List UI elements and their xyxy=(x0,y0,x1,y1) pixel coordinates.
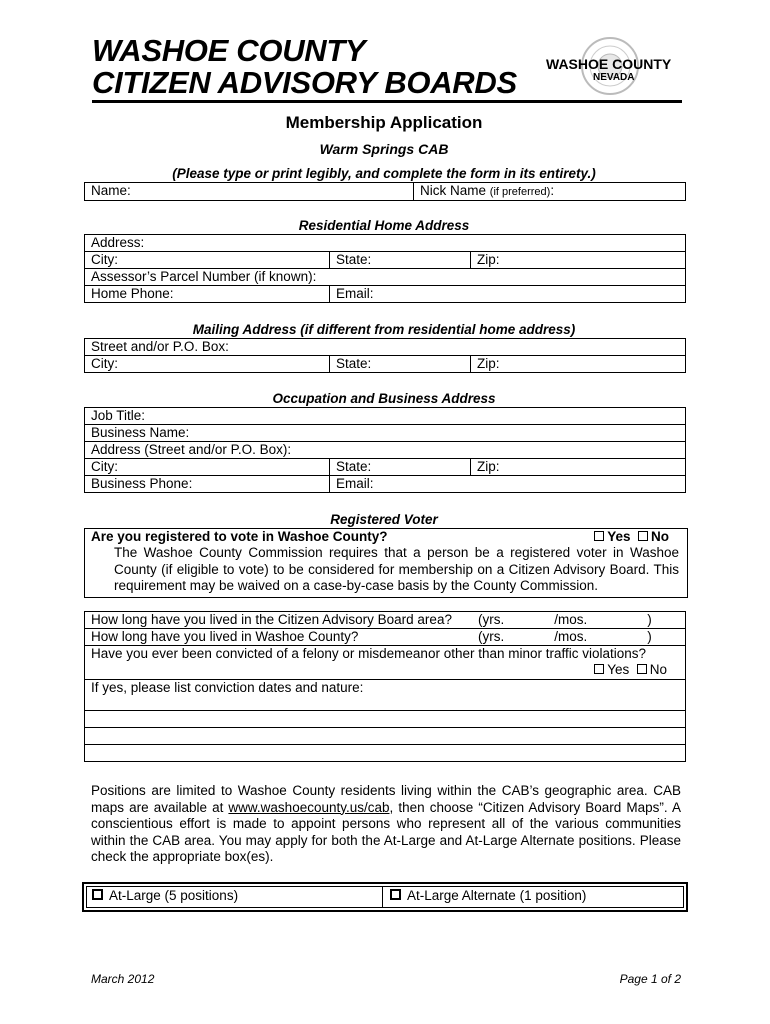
felony-question-cell xyxy=(85,646,686,680)
residential-heading: Residential Home Address xyxy=(298,218,470,233)
conviction-line-3[interactable] xyxy=(85,745,686,762)
at-large-option[interactable]: At-Large (5 positions) xyxy=(92,888,238,903)
cab-maps-link[interactable]: www.washoecounty.us/cab xyxy=(228,799,390,815)
title-line-1: WASHOE COUNTY xyxy=(92,33,366,68)
mailing-table xyxy=(84,338,686,373)
business-email-field[interactable]: Email: xyxy=(330,476,686,493)
mailing-city-field[interactable]: City: xyxy=(85,356,330,373)
business-state-field[interactable]: State: xyxy=(330,459,471,476)
business-zip-field[interactable]: Zip: xyxy=(471,459,686,476)
at-large-alternate-checkbox[interactable] xyxy=(390,889,401,900)
county-question: How long have you lived in Washoe County? xyxy=(85,629,473,646)
occupation-table xyxy=(84,407,686,493)
felony-no-checkbox[interactable] xyxy=(637,664,647,674)
job-title-field[interactable]: Job Title: xyxy=(85,408,686,425)
instruction-text: (Please type or print legibly, and complete the form in its entirety.) xyxy=(172,166,596,181)
voter-box xyxy=(84,528,688,598)
at-large-checkbox[interactable] xyxy=(92,889,103,900)
positions-paragraph: Positions are limited to Washoe County residents living within the CAB’s geographic area. CAB maps are available at www.washoecounty.us/cab, then choose “Citizen Advisory Board Maps”. A conscientious effort is made to appoint persons who represent all of the various communities within the CAB area. You may apply for both the At-Large and At-Large Alternate positions. Please check the appropriate box(es). xyxy=(91,783,681,864)
header-rule xyxy=(92,100,682,103)
residency-table xyxy=(84,611,686,762)
mailing-heading: Mailing Address (if different from residential home address) xyxy=(192,322,576,337)
voter-no-checkbox[interactable] xyxy=(638,531,648,541)
mailing-zip-field[interactable]: Zip: xyxy=(471,356,686,373)
residential-table xyxy=(84,234,686,303)
occupation-heading: Occupation and Business Address xyxy=(272,391,496,406)
residential-address-field[interactable]: Address: xyxy=(85,235,686,252)
footer-date: March 2012 xyxy=(91,972,155,986)
county-duration-field[interactable]: (yrs. /mos. ) xyxy=(472,629,686,646)
name-table xyxy=(84,182,686,201)
parcel-number-field[interactable]: Assessor’s Parcel Number (if known): xyxy=(85,269,686,286)
voter-explanation: The Washoe County Commission requires that a person be a registered voter in Washoe County (if eligible to vote) to be considered for membership on a Citizen Advisory Board. This requirement may be waived on a case-by-case basis by the County Commission. xyxy=(114,545,679,593)
business-phone-field[interactable]: Business Phone: xyxy=(85,476,330,493)
title-line-2: CITIZEN ADVISORY BOARDS xyxy=(92,65,517,100)
mailing-street-field[interactable]: Street and/or P.O. Box: xyxy=(85,339,686,356)
name-field[interactable]: Name: xyxy=(85,183,414,201)
felony-options: Yes No xyxy=(91,662,679,678)
business-city-field[interactable]: City: xyxy=(85,459,330,476)
logo-county-text: WASHOE COUNTY xyxy=(546,56,672,72)
residential-state-field[interactable]: State: xyxy=(330,252,471,269)
home-phone-field[interactable]: Home Phone: xyxy=(85,286,330,303)
felony-yes-checkbox[interactable] xyxy=(594,664,604,674)
positions-box xyxy=(82,882,688,912)
voter-question: Are you registered to vote in Washoe County? xyxy=(91,529,388,544)
conviction-details-field[interactable]: If yes, please list conviction dates and nature: xyxy=(85,680,686,711)
nick-name-field[interactable]: Nick Name (if preferred): xyxy=(414,183,686,201)
residential-email-field[interactable]: Email: xyxy=(330,286,686,303)
residential-zip-field[interactable]: Zip: xyxy=(471,252,686,269)
cab-area-duration-field[interactable]: (yrs. /mos. ) xyxy=(472,612,686,629)
cab-area-question: How long have you lived in the Citizen Advisory Board area? xyxy=(85,612,473,629)
cab-name: Warm Springs CAB xyxy=(319,141,449,157)
voter-yes-checkbox[interactable] xyxy=(594,531,604,541)
felony-question: Have you ever been convicted of a felony or misdemeanor other than minor traffic violations? xyxy=(91,646,647,661)
conviction-line-1[interactable] xyxy=(85,711,686,728)
footer-page-number: Page 1 of 2 xyxy=(619,972,681,986)
form-title: Membership Application xyxy=(285,113,483,132)
business-address-field[interactable]: Address (Street and/or P.O. Box): xyxy=(85,442,686,459)
voter-heading: Registered Voter xyxy=(330,512,438,527)
voter-options: Yes No xyxy=(594,529,669,544)
business-name-field[interactable]: Business Name: xyxy=(85,425,686,442)
logo-state-text: NEVADA xyxy=(593,72,635,83)
at-large-alternate-option[interactable]: At-Large Alternate (1 position) xyxy=(390,888,586,903)
mailing-state-field[interactable]: State: xyxy=(330,356,471,373)
conviction-line-2[interactable] xyxy=(85,728,686,745)
residential-city-field[interactable]: City: xyxy=(85,252,330,269)
